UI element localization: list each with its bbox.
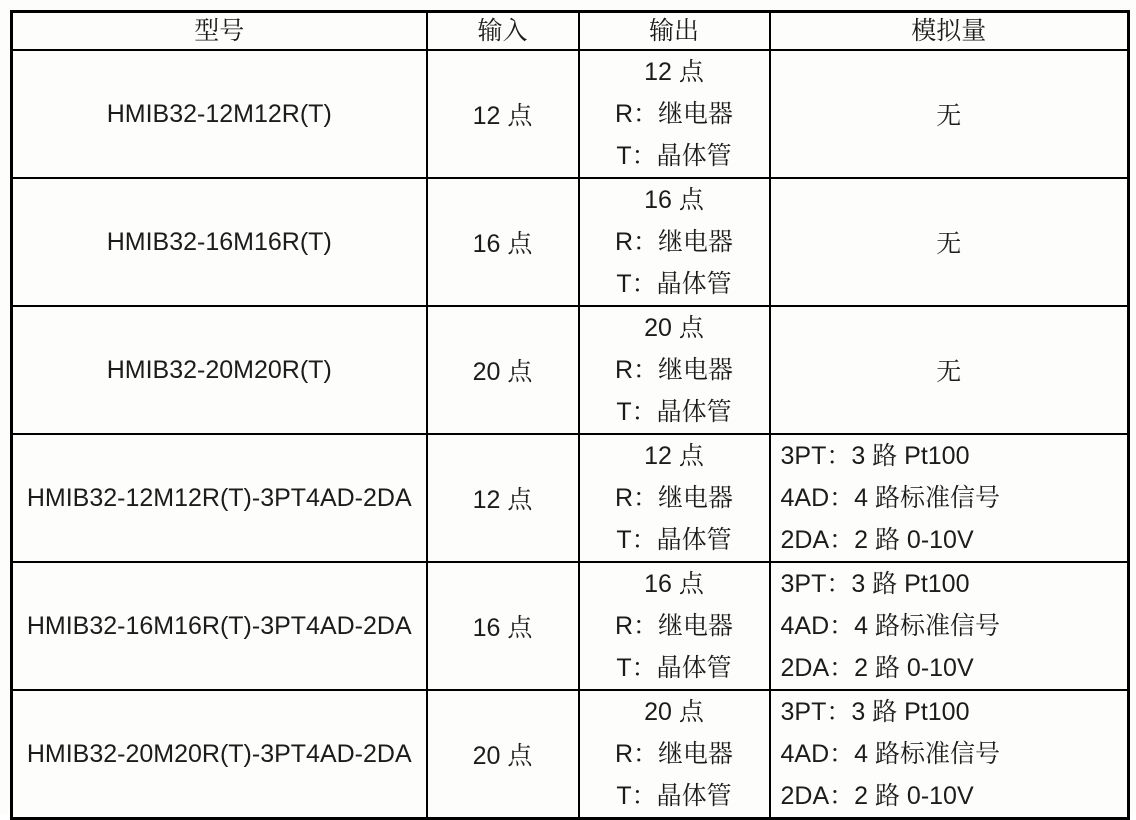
output-line: R：继电器 [614,356,734,384]
model-cell: HMIB32-20M20R(T) [12,306,427,434]
input-cell: 12 点 [427,50,579,178]
table-header-row [12,12,1129,51]
output-cell [579,434,770,562]
output-line: 20 点 [644,698,704,726]
table-row [12,434,1129,562]
output-line: R：继电器 [614,740,734,768]
table-row [12,50,1129,178]
output-line: R：继电器 [614,100,734,128]
table-row [12,562,1129,690]
table-row [12,690,1129,819]
output-line: 12 点 [644,442,704,470]
output-line: T：晶体管 [616,142,732,170]
analog-line: 4AD：4 路标准信号 [780,740,1000,768]
output-line: 12 点 [644,58,704,86]
model-cell: HMIB32-16M16R(T)-3PT4AD-2DA [12,562,427,690]
analog-line: 4AD：4 路标准信号 [780,612,1000,640]
analog-line: 2DA：2 路 0-10V [780,654,974,682]
output-cell [579,50,770,178]
model-cell: HMIB32-16M16R(T) [12,178,427,306]
input-cell: 16 点 [427,562,579,690]
analog-cell: 无 [770,306,1129,434]
header-analog: 模拟量 [770,12,1129,51]
output-line: R：继电器 [614,228,734,256]
input-cell: 16 点 [427,178,579,306]
output-line: T：晶体管 [616,782,732,810]
model-cell: HMIB32-12M12R(T) [12,50,427,178]
analog-cell [770,434,1129,562]
model-cell: HMIB32-12M12R(T)-3PT4AD-2DA [12,434,427,562]
analog-cell [770,690,1129,819]
analog-line: 4AD：4 路标准信号 [780,484,1000,512]
analog-line: 3PT：3 路 Pt100 [780,698,970,726]
analog-line: 2DA：2 路 0-10V [780,526,974,554]
output-line: T：晶体管 [616,654,732,682]
product-spec-table [10,10,1130,820]
output-line: T：晶体管 [616,270,732,298]
header-input: 输入 [427,12,579,51]
analog-cell: 无 [770,50,1129,178]
output-cell [579,562,770,690]
output-cell [579,690,770,819]
header-output: 输出 [579,12,770,51]
input-cell: 20 点 [427,690,579,819]
output-line: R：继电器 [614,484,734,512]
model-cell: HMIB32-20M20R(T)-3PT4AD-2DA [12,690,427,819]
output-line: 16 点 [644,570,704,598]
input-cell: 12 点 [427,434,579,562]
input-cell: 20 点 [427,306,579,434]
output-cell [579,306,770,434]
output-line: 20 点 [644,314,704,342]
analog-line: 2DA：2 路 0-10V [780,782,974,810]
analog-cell: 无 [770,178,1129,306]
output-line: R：继电器 [614,612,734,640]
analog-cell [770,562,1129,690]
output-line: T：晶体管 [616,526,732,554]
table-row [12,178,1129,306]
header-model: 型号 [12,12,427,51]
output-line: 16 点 [644,186,704,214]
analog-line: 3PT：3 路 Pt100 [780,442,970,470]
analog-line: 3PT：3 路 Pt100 [780,570,970,598]
table-row [12,306,1129,434]
output-line: T：晶体管 [616,398,732,426]
output-cell [579,178,770,306]
